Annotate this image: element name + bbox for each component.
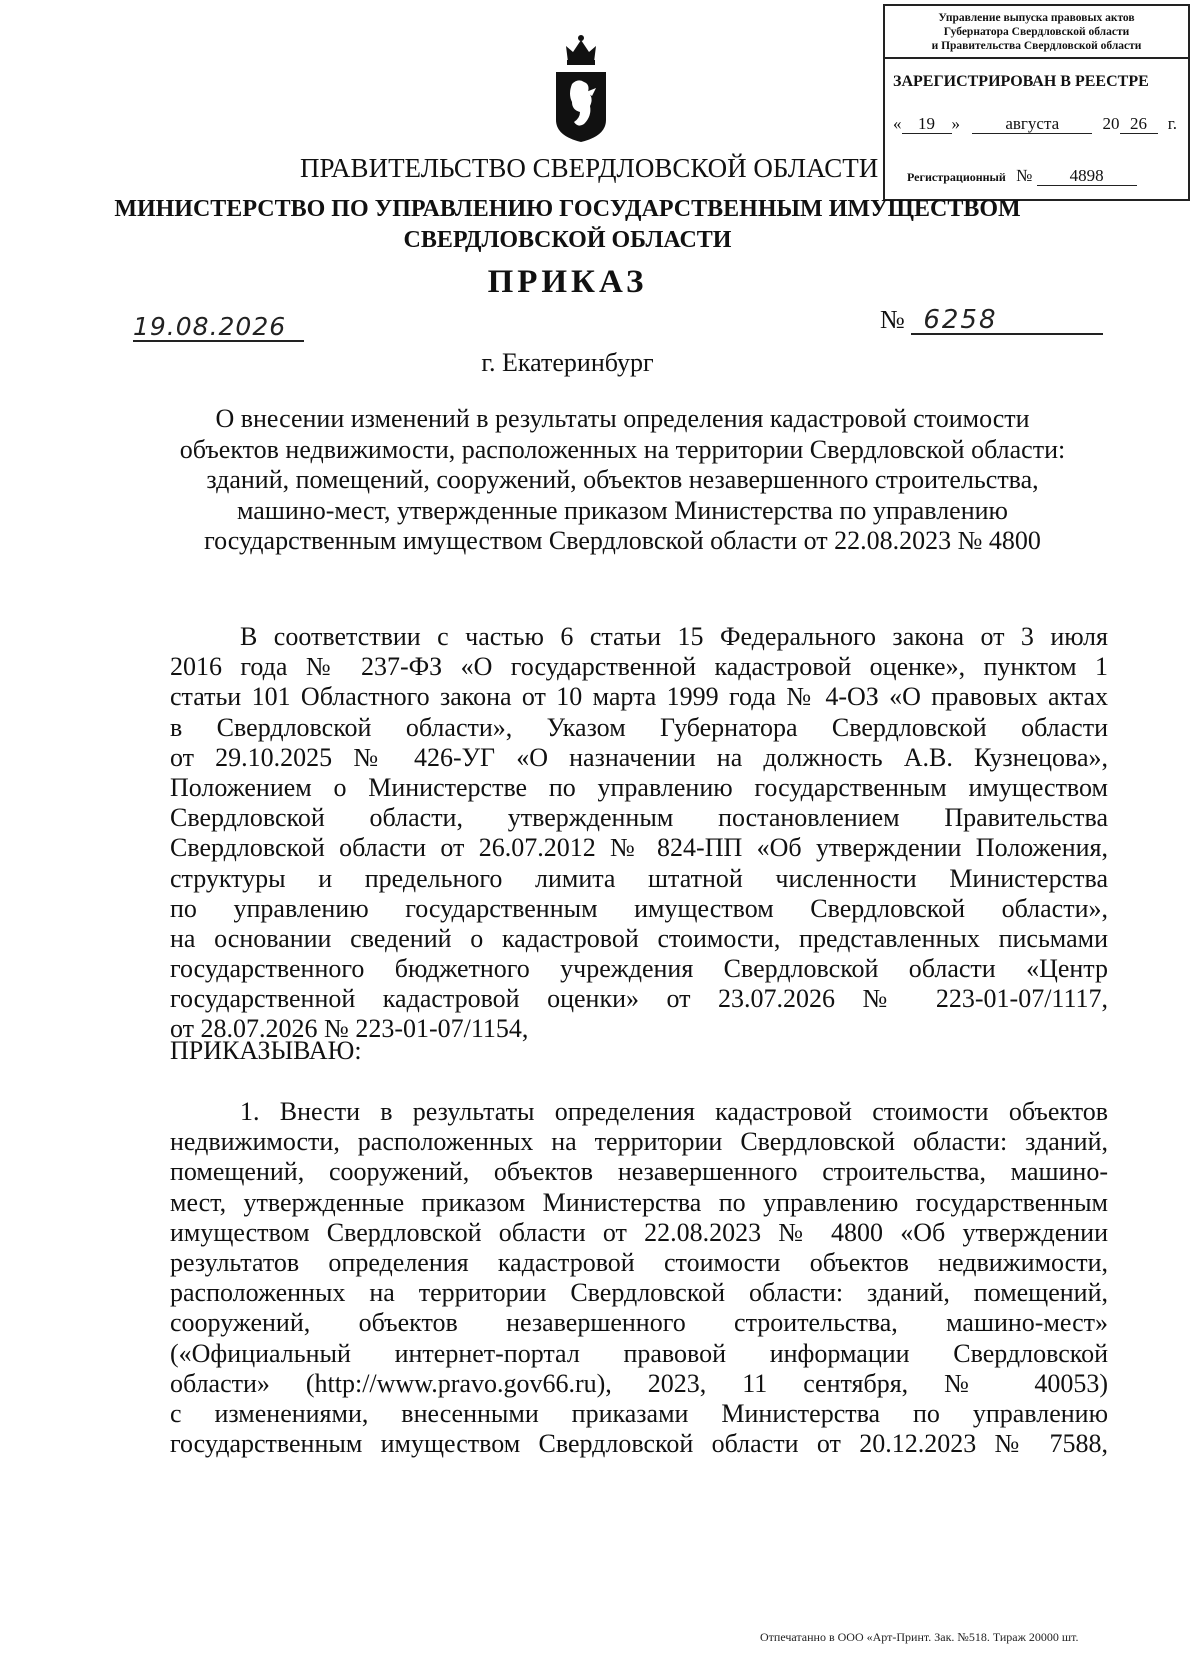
preamble-line: государственного бюджетного учреждения Свердловской области «Центр: [170, 954, 1108, 984]
preamble-line: от 29.10.2025 № 426-УГ «О назначении на должность А.В. Кузнецова»,: [170, 742, 1108, 772]
preamble-line: 2016 года № 237-ФЗ «О государственной кадастровой оценке», пунктом 1: [170, 652, 1108, 682]
preamble-line: структуры и предельного лимита штатной численности Министерства: [170, 863, 1108, 893]
stamp-date: [893, 114, 1177, 134]
item-line: с изменениями, внесенными приказами Министерства по управлению: [170, 1398, 1108, 1428]
item-line: мест, утвержденные приказом Министерства по управлению государственным: [170, 1187, 1108, 1217]
item-line: недвижимости, расположенных на территории Свердловской области: зданий,: [170, 1127, 1108, 1157]
subject-line: зданий, помещений, сооружений, объектов незавершенного строительства,: [206, 465, 1039, 494]
item-1-paragraph: [170, 1097, 1108, 1459]
subject-line: О внесении изменений в результаты определения кадастровой стоимости: [215, 404, 1030, 433]
ministry-title-line2: СВЕРДЛОВСКОЙ ОБЛАСТИ: [403, 227, 732, 253]
print-imprint: Отпечатанно в ООО «Арт-Принт. Зак. №518. Тираж 20000 шт.: [760, 1630, 1079, 1644]
document-type: ПРИКАЗ: [487, 264, 648, 300]
item-line: («Официальный интернет-портал правовой информации Свердловской: [170, 1338, 1108, 1368]
stamp-reg-label: Регистрационный: [907, 170, 1006, 184]
item-line: помещений, сооружений, объектов незавершенного строительства, машино-: [170, 1157, 1108, 1187]
stamp-reg-number-row: [907, 166, 1137, 186]
item-line: имуществом Свердловской области от 22.08.2023 № 4800 «Об утверждении: [170, 1217, 1108, 1247]
order-word: ПРИКАЗЫВАЮ:: [170, 1036, 362, 1065]
stamp-header-line: Управление выпуска правовых актов: [938, 12, 1135, 24]
stamp-month: августа: [972, 115, 1092, 134]
stamp-open-quote: «: [893, 114, 902, 133]
stamp-header: [885, 6, 1188, 59]
item-line: расположенных на территории Свердловской области: зданий, помещений,: [170, 1278, 1108, 1308]
government-title: ПРАВИТЕЛЬСТВО СВЕРДЛОВСКОЙ ОБЛАСТИ: [300, 153, 879, 183]
subject-line: машино-мест, утвержденные приказом Министерства по управлению: [237, 495, 1008, 525]
coat-of-arms-icon: [550, 32, 612, 144]
document-number-row: [880, 305, 1103, 335]
registration-stamp: [883, 4, 1190, 201]
preamble-line: государственной кадастровой оценки» от 23.07.2026 № 223-01-07/1117,: [170, 984, 1108, 1014]
item-line: результатов определения кадастровой стоимости объектов недвижимости,: [170, 1247, 1108, 1277]
preamble-line: Свердловской области от 26.07.2012 № 824-ПП «Об утверждении Положения,: [170, 833, 1108, 863]
preamble-paragraph: [170, 622, 1108, 1045]
preamble-line: в Свердловской области», Указом Губернатора Свердловской области: [170, 712, 1108, 742]
preamble-line: от 28.07.2026 № 223-01-07/1154,: [170, 1014, 529, 1044]
document-date: 19.08.2026: [133, 314, 304, 342]
preamble-line: на основании сведений о кадастровой стоимости, представленных письмами: [170, 923, 1108, 953]
number-sign: №: [880, 305, 905, 334]
stamp-day: 19: [902, 115, 952, 134]
document-number: 6258: [911, 307, 1103, 335]
item-line: государственным имуществом Свердловской области от 20.12.2023 № 7588,: [170, 1429, 1108, 1459]
stamp-header-line: и Правительства Свердловской области: [931, 40, 1142, 52]
stamp-header-line: Губернатора Свердловской области: [943, 26, 1130, 38]
stamp-reg-number: 4898: [1037, 167, 1137, 186]
preamble-line: по управлению государственным имуществом Свердловской области»,: [170, 893, 1108, 923]
item-line: области» (http://www.pravo.gov66.ru), 2023, 11 сентября, № 40053): [170, 1368, 1108, 1398]
stamp-close-quote: »: [951, 114, 960, 133]
stamp-no-sign: №: [1016, 166, 1033, 185]
stamp-year-prefix: 20: [1102, 114, 1120, 133]
stamp-year-suffix: 26: [1120, 115, 1158, 134]
preamble-line: Положением о Министерстве по управлению государственным имуществом: [170, 772, 1108, 802]
subject-line: объектов недвижимости, расположенных на территории Свердловской области:: [179, 434, 1066, 464]
subject-line: государственным имуществом Свердловской области от 22.08.2023 № 4800: [204, 526, 1041, 555]
preamble-line: В соответствии с частью 6 статьи 15 Федерального закона от 3 июля: [240, 622, 1108, 651]
item-line: 1. Внести в результаты определения кадастровой стоимости объектов: [240, 1097, 1108, 1126]
city: г. Екатеринбург: [481, 348, 654, 377]
preamble-line: Свердловской области, утвержденным постановлением Правительства: [170, 803, 1108, 833]
ministry-title-line1: МИНИСТЕРСТВО ПО УПРАВЛЕНИЮ ГОСУДАРСТВЕННЫМ ИМУЩЕСТВОМ: [114, 196, 1021, 222]
document-subject: [150, 404, 1095, 557]
stamp-registered-label: ЗАРЕГИСТРИРОВАН В РЕЕСТРЕ: [893, 73, 1149, 90]
preamble-line: статьи 101 Областного закона от 10 марта 1999 года № 4-ОЗ «О правовых актах: [170, 682, 1108, 712]
item-line: сооружений, объектов незавершенного строительства, машино-мест»: [170, 1308, 1108, 1338]
stamp-year-unit: г.: [1167, 114, 1178, 133]
